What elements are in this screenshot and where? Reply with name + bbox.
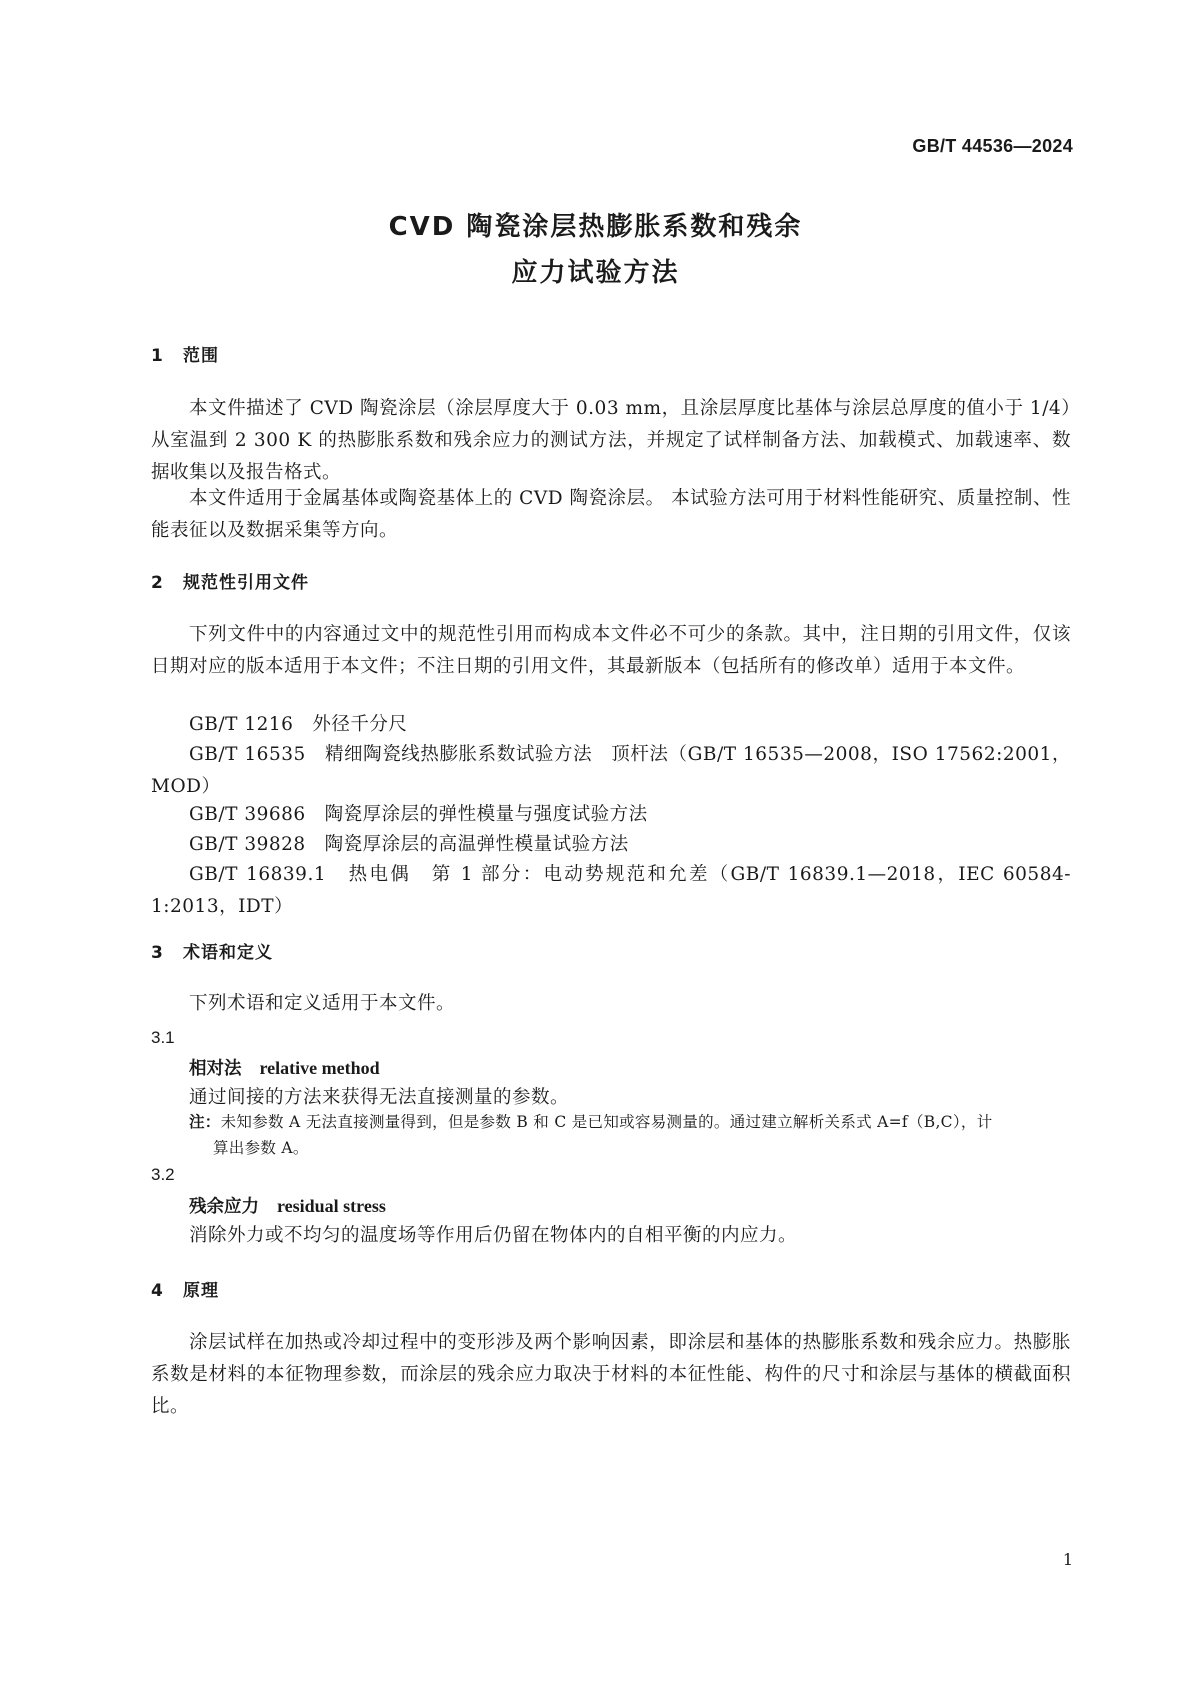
term-english: residual stress xyxy=(277,1196,386,1216)
section-2-intro: 下列文件中的内容通过文中的规范性引用而构成本文件必不可少的条款。其中，注日期的引用文件，仅该日期对应的版本适用于本文件；不注日期的引用文件，其最新版本（包括所有的修改单）适用于本文件。 xyxy=(151,624,1071,677)
title-line-1: CVD 陶瓷涂层热膨胀系数和残余 xyxy=(388,212,803,242)
section-title: 规范性引用文件 xyxy=(183,573,309,593)
term-number: 3.1 xyxy=(151,1028,175,1047)
section-1-paragraph-1: 本文件描述了 CVD 陶瓷涂层（涂层厚度大于 0.03 mm，且涂层厚度比基体与涂层总厚度的值小于 1/4）从室温到 2 300 K 的热膨胀系数和残余应力的测试方法，并规定了试样制备方法、加载模式、加载速率、数据收集以及报告格式。 xyxy=(151,398,1071,483)
term-definition: 消除外力或不均匀的温度场等作用后仍留在物体内的自相平衡的内应力。 xyxy=(189,1225,798,1246)
section-title: 术语和定义 xyxy=(183,943,273,963)
page-number: 1 xyxy=(1062,1550,1073,1569)
reference-item: GB/T 16535 精细陶瓷线热膨胀系数试验方法 顶杆法（GB/T 16535—2008，ISO 17562:2001，MOD） xyxy=(151,744,1071,797)
section-4-paragraph-1: 涂层试样在加热或冷却过程中的变形涉及两个影响因素，即涂层和基体的热膨胀系数和残余应力。热膨胀系数是材料的本征物理参数，而涂层的残余应力取决于材料的本征性能、构件的尺寸和涂层与基体的横截面积比。 xyxy=(151,1332,1071,1417)
section-1-paragraph-2: 本文件适用于金属基体或陶瓷基体上的 CVD 陶瓷涂层。 本试验方法可用于材料性能研究、质量控制、性能表征以及数据采集等方向。 xyxy=(151,488,1071,541)
section-2-heading xyxy=(151,568,309,593)
section-number: 4 xyxy=(151,1281,164,1301)
section-title: 原理 xyxy=(183,1281,219,1301)
term-number: 3.2 xyxy=(151,1165,175,1184)
reference-item: GB/T 1216 外径千分尺 xyxy=(189,714,408,735)
section-4-heading xyxy=(151,1276,219,1301)
standard-number: GB/T 44536—2024 xyxy=(912,136,1073,156)
section-number: 3 xyxy=(151,943,164,963)
title-line-2: 应力试验方法 xyxy=(511,258,680,288)
section-3-intro: 下列术语和定义适用于本文件。 xyxy=(189,993,456,1014)
note-line-2: 算出参数 A。 xyxy=(213,1139,309,1157)
document-title xyxy=(0,204,1191,296)
reference-item: GB/T 16839.1 热电偶 第 1 部分：电动势规范和允差（GB/T 16839.1—2018，IEC 60584-1:2013，IDT） xyxy=(151,864,1071,917)
term-note xyxy=(189,1109,1071,1161)
term-chinese: 相对法 xyxy=(189,1059,242,1079)
term-english: relative method xyxy=(259,1058,380,1078)
section-3-heading xyxy=(151,938,273,963)
section-number: 1 xyxy=(151,346,164,366)
term-heading xyxy=(189,1055,380,1080)
reference-item: GB/T 39828 陶瓷厚涂层的高温弹性模量试验方法 xyxy=(189,834,629,855)
reference-item: GB/T 39686 陶瓷厚涂层的弹性模量与强度试验方法 xyxy=(189,804,648,825)
section-title: 范围 xyxy=(183,346,219,366)
term-heading xyxy=(189,1193,386,1218)
note-label: 注： xyxy=(189,1113,221,1131)
section-number: 2 xyxy=(151,573,164,593)
section-1-heading xyxy=(151,341,219,366)
term-chinese: 残余应力 xyxy=(189,1197,259,1217)
note-line-1: 未知参数 A 无法直接测量得到，但是参数 B 和 C 是已知或容易测量的。通过建立解析关系式 A=f（B,C），计 xyxy=(220,1113,993,1131)
term-definition: 通过间接的方法来获得无法直接测量的参数。 xyxy=(189,1087,570,1108)
